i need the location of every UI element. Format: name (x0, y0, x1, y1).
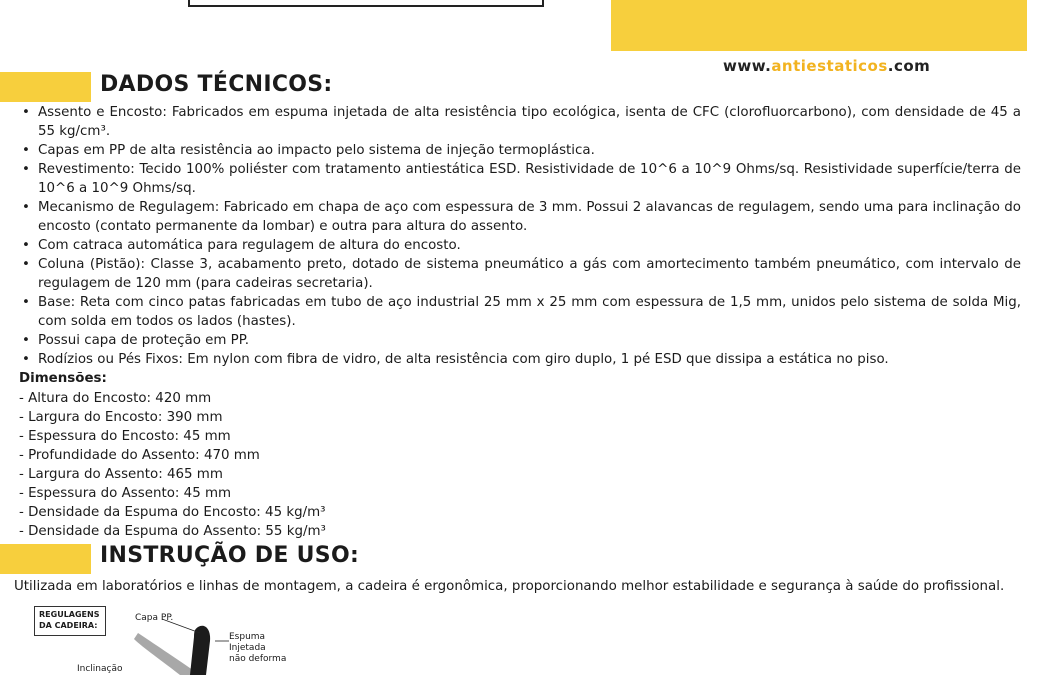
website-brand: antiestaticos (771, 57, 888, 75)
dimension-item: - Largura do Assento: 465 mm (19, 467, 223, 482)
adjustments-label-line2: DA CADEIRA: (39, 621, 98, 630)
injetada-label: Injetada (229, 643, 266, 653)
section-accent-bar (0, 544, 91, 574)
section-title-dados-tecnicos: DADOS TÉCNICOS: (100, 72, 333, 97)
website-url[interactable] (723, 57, 930, 75)
section-title-instrucao-de-uso: INSTRUÇÃO DE USO: (100, 543, 360, 568)
spec-item: • Capas em PP de alta resistência ao impacto pelo sistema de injeção termoplástica. (20, 141, 1021, 160)
dimensions-list (19, 389, 326, 541)
top-frame (188, 0, 544, 7)
spec-item: • Possui capa de proteção em PP. (20, 331, 1021, 350)
seat-cushion-shape (134, 633, 200, 675)
capa-pp-label: Capa PP. (135, 613, 174, 623)
spec-item: • Revestimento: Tecido 100% poliéster com tratamento antiestática ESD. Resistividade de 10^6 a 10^9 Ohms/sq. Resistividade superfície/terra de 10^6 a 10^9 Ohms/sq. (20, 160, 1021, 198)
chair-adjustment-diagram (30, 601, 426, 675)
spec-item: • Mecanismo de Regulagem: Fabricado em chapa de aço com espessura de 3 mm. Possui 2 alavancas de regulagem, sendo uma para inclinação do encosto (contato permanente da lombar) e outra para altura do assento. (20, 198, 1021, 236)
dimension-item: - Densidade da Espuma do Assento: 55 kg/m³ (19, 524, 326, 539)
website-prefix: www. (723, 57, 772, 75)
section-accent-bar (0, 72, 91, 102)
dimension-item: - Profundidade do Assento: 470 mm (19, 448, 260, 463)
spec-item: • Assento e Encosto: Fabricados em espuma injetada de alta resistência tipo ecológica, isenta de CFC (clorofluorcarbono), com densidade de 45 a 55 kg/cm³. (20, 103, 1021, 141)
spec-item: • Base: Reta com cinco patas fabricadas em tubo de aço industrial 25 mm x 25 mm com espessura de 1,5 mm, unidos pelo sistema de solda Mig, com solda em todos os lados (hastes). (20, 293, 1021, 331)
usage-text: Utilizada em laboratórios e linhas de montagem, a cadeira é ergonômica, proporcionando melhor estabilidade e segurança à saúde do profissional. (14, 579, 1005, 594)
dimension-item: - Densidade da Espuma do Encosto: 45 kg/m³ (19, 505, 326, 520)
nao-deforma-label: não deforma (229, 654, 287, 664)
dimension-item: - Altura do Encosto: 420 mm (19, 391, 212, 406)
dimension-item: - Largura do Encosto: 390 mm (19, 410, 223, 425)
dimensions-title: Dimensões: (19, 371, 107, 386)
header-banner (611, 0, 1027, 51)
spec-item: • Coluna (Pistão): Classe 3, acabamento preto, dotado de sistema pneumático a gás com amortecimento também pneumático, com intervalo de regulagem de 120 mm (para cadeiras secretaria). (20, 255, 1021, 293)
espuma-label: Espuma (229, 632, 266, 642)
technical-specs-list (20, 103, 1021, 369)
backrest-shape (190, 626, 210, 675)
spec-item: • Com catraca automática para regulagem de altura do encosto. (20, 236, 1021, 255)
adjustments-label-line1: REGULAGENS (39, 610, 100, 619)
dimension-item: - Espessura do Encosto: 45 mm (19, 429, 231, 444)
spec-item: • Rodízios ou Pés Fixos: Em nylon com fibra de vidro, de alta resistência com giro duplo, 1 pé ESD que dissipa a estática no piso. (20, 350, 1021, 369)
website-suffix: .com (887, 57, 931, 75)
inclinacao-label: Inclinação (77, 664, 123, 674)
dimension-item: - Espessura do Assento: 45 mm (19, 486, 232, 501)
